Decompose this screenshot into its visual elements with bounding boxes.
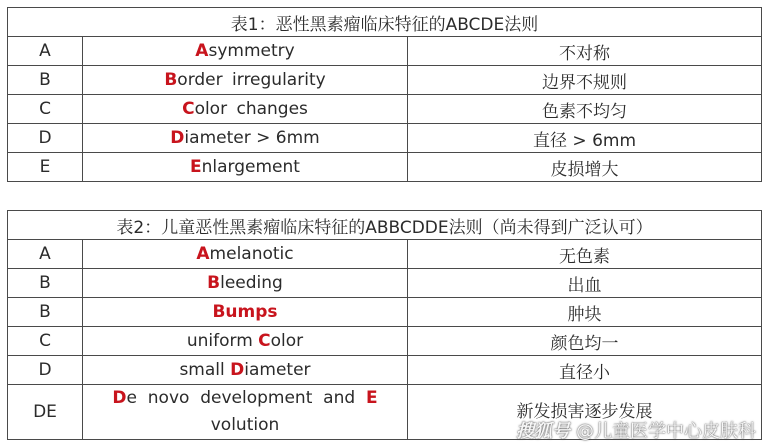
table-row — [8, 124, 762, 153]
rule-english — [83, 95, 408, 124]
rule-initial: B — [164, 70, 178, 90]
rule-english — [83, 66, 408, 95]
rule-code: C — [8, 95, 83, 124]
abbcdde-rule-table — [7, 210, 762, 440]
rule-chinese: 出血 — [408, 269, 762, 298]
rule-code: D — [8, 356, 83, 385]
table1-title: 表1：恶性黑素瘤临床特征的ABCDE法则 — [8, 8, 762, 37]
rule-english — [83, 153, 408, 182]
rule-chinese: 皮损增大 — [408, 153, 762, 182]
rule-initial: E — [190, 157, 202, 177]
rule-chinese: 无色素 — [408, 240, 762, 269]
rule-code: A — [8, 37, 83, 66]
watermark-text: @儿童医学中心皮肤科 — [576, 421, 756, 442]
watermark-brand-logo: 搜狐号 — [516, 421, 570, 442]
rule-english — [83, 356, 408, 385]
table-row — [8, 153, 762, 182]
rule-code: B — [8, 298, 83, 327]
rule-english — [83, 240, 408, 269]
table-row — [8, 327, 762, 356]
rule-english — [83, 124, 408, 153]
rule-code: B — [8, 66, 83, 95]
rule-chinese: 直径小 — [408, 356, 762, 385]
rule-english — [83, 385, 408, 440]
rule-english-rest: iameter > 6mm — [184, 128, 320, 148]
rule-initial: A — [196, 244, 210, 264]
rule-english-rest: olor changes — [194, 99, 308, 119]
table-row — [8, 298, 762, 327]
abcde-rule-table — [7, 7, 762, 182]
rule-initial: C — [182, 99, 195, 119]
rule-english-rest: leeding — [220, 273, 283, 293]
rule-initial: Bumps — [212, 302, 278, 322]
rule-english — [83, 269, 408, 298]
table-row — [8, 269, 762, 298]
rule-chinese: 新发损害逐步发展 — [408, 385, 762, 440]
rule-english-middle: e novo development and — [126, 388, 366, 408]
rule-english-rest: melanotic — [209, 244, 294, 264]
rule-initial: D — [170, 128, 185, 148]
rule-code: DE — [8, 385, 83, 440]
rule-code: C — [8, 327, 83, 356]
rule-code: D — [8, 124, 83, 153]
rule-initial: B — [207, 273, 221, 293]
table-row — [8, 95, 762, 124]
table-row — [8, 240, 762, 269]
rule-code: E — [8, 153, 83, 182]
rule-english — [83, 37, 408, 66]
table-row — [8, 37, 762, 66]
rule-code: B — [8, 269, 83, 298]
rule-chinese: 颜色均一 — [408, 327, 762, 356]
rule-english — [83, 327, 408, 356]
rule-chinese: 色素不均匀 — [408, 95, 762, 124]
table-row — [8, 356, 762, 385]
rule-code: A — [8, 240, 83, 269]
rule-chinese: 肿块 — [408, 298, 762, 327]
rule-english-rest: nlargement — [201, 157, 300, 177]
rule-chinese: 直径 > 6mm — [408, 124, 762, 153]
rule-chinese: 边界不规则 — [408, 66, 762, 95]
rule-chinese: 不对称 — [408, 37, 762, 66]
rule-english-rest: olor — [270, 331, 304, 351]
rule-english-rest: iameter — [244, 360, 311, 380]
rule-initial: D — [112, 388, 127, 408]
rule-english — [83, 298, 408, 327]
rule-english-line2: volution — [210, 415, 280, 435]
table2-title: 表2：儿童恶性黑素瘤临床特征的ABBCDDE法则（尚未得到广泛认可） — [8, 211, 762, 240]
rule-initial: C — [258, 331, 271, 351]
rule-english-rest: symmetry — [208, 41, 295, 61]
rule-initial: D — [230, 360, 245, 380]
rule-english-prefix: small — [179, 360, 231, 380]
table-row — [8, 66, 762, 95]
rule-initial-second: E — [365, 388, 378, 408]
watermark — [516, 417, 756, 443]
rule-english-prefix: uniform — [186, 331, 259, 351]
rule-initial: A — [195, 41, 209, 61]
rule-english-rest: order irregularity — [177, 70, 326, 90]
